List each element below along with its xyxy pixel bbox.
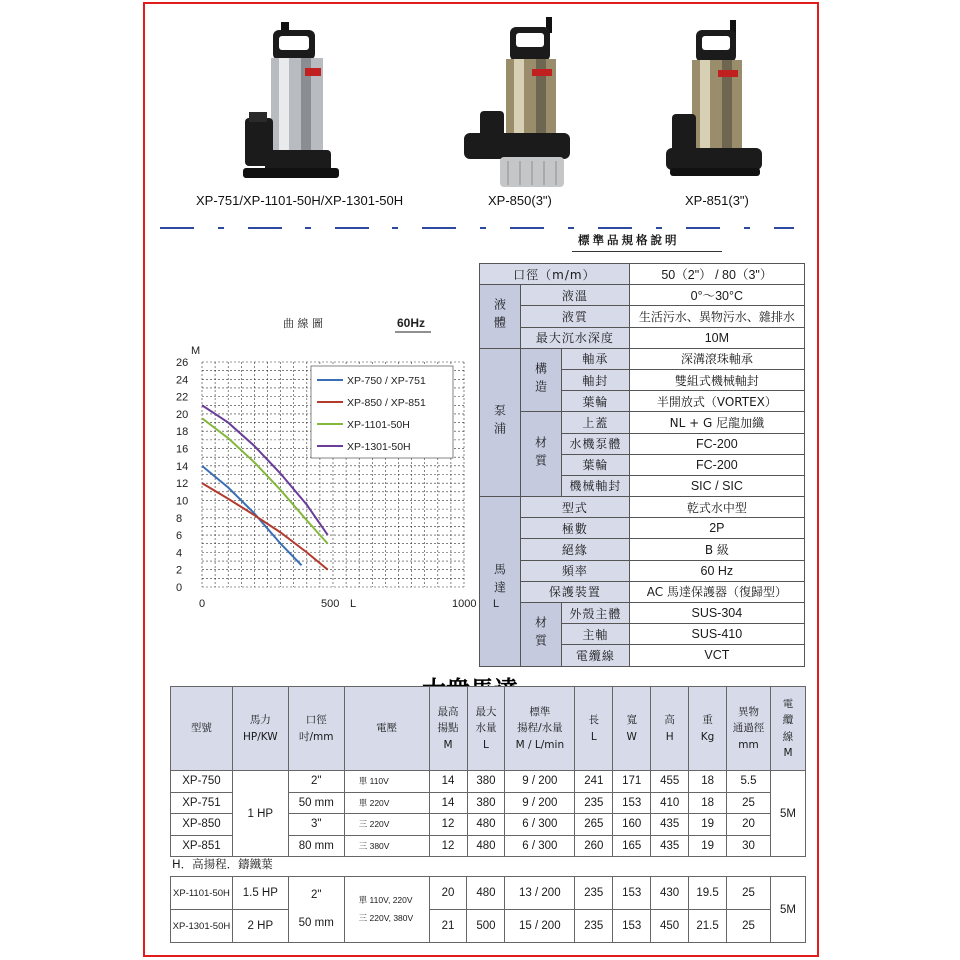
spec-group-structure: 構造 [521, 348, 562, 412]
spec-label: 軸承 [562, 348, 630, 369]
spec-group-liquid: 液體 [480, 285, 521, 349]
length-cell: 235 [575, 910, 613, 943]
spec-value: 乾式水中型 [629, 497, 804, 518]
chart-title: 曲 線 圖 [283, 317, 323, 330]
model-cell: XP-750 [171, 771, 233, 793]
separator-dash [422, 227, 456, 229]
bore-inch: 2" [310, 888, 322, 901]
max-head-cell: 14 [429, 792, 467, 814]
spec-value: NL + G 尼龍加纖 [629, 412, 804, 433]
passage-cell: 25 [727, 910, 771, 943]
column-header: 重 Kg [689, 687, 727, 771]
spec-value: 2P [629, 518, 804, 539]
max-flow-cell: 480 [467, 814, 505, 836]
chart-frequency: 60Hz [397, 316, 426, 330]
pump-caption-1: XP-751/XP-1101-50H/XP-1301-50H [196, 193, 404, 208]
column-header: 標準 揚程/水量 M / L/min [505, 687, 575, 771]
hp-cell: 1 HP [232, 771, 288, 857]
weight-cell: 18 [689, 792, 727, 814]
spec-label: 主軸 [562, 624, 630, 645]
length-cell: 235 [575, 877, 613, 910]
series-line-4 [202, 405, 328, 535]
model-cell: XP-1301-50H [171, 910, 233, 943]
x-axis-label: L [493, 598, 500, 610]
y-tick-label: 20 [176, 408, 189, 421]
spec-label: 軸封 [562, 369, 630, 390]
model-cell: XP-850 [171, 814, 233, 836]
length-cell: 265 [575, 814, 613, 836]
spec-label: 葉輪 [562, 391, 630, 412]
legend-label: XP-850 / XP-851 [347, 397, 426, 409]
width-cell: 160 [613, 814, 651, 836]
spec-value: FC-200 [629, 454, 804, 475]
y-tick-label: 24 [176, 374, 189, 387]
separator-dash [218, 227, 224, 229]
column-header: 口徑 吋/mm [288, 687, 344, 771]
max-flow-cell: 480 [467, 877, 505, 910]
y-axis-label: M [191, 345, 201, 357]
y-tick-label: 6 [176, 530, 183, 543]
spec-label: 最大沉水深度 [521, 327, 630, 348]
width-cell: 165 [613, 835, 651, 857]
spec-label: 液質 [521, 306, 630, 327]
y-tick-label: 22 [176, 391, 189, 404]
legend-label: XP-1101-50H [347, 419, 410, 431]
spec-value: AC 馬達保護器（復歸型） [629, 581, 804, 602]
y-tick-label: 0 [176, 582, 183, 594]
weight-cell: 18 [689, 771, 727, 793]
passage-cell: 25 [727, 792, 771, 814]
separator-dash [510, 227, 544, 229]
bore-cell [288, 877, 344, 943]
separator-dash [248, 227, 282, 229]
max-flow-cell: 480 [467, 835, 505, 857]
x-tick-label: 0 [199, 598, 206, 610]
std-cell: 6 / 300 [505, 814, 575, 836]
spec-value: 雙組式機械軸封 [629, 369, 804, 390]
passage-cell: 25 [727, 877, 771, 910]
y-tick-label: 4 [176, 547, 183, 560]
y-tick-label: 16 [176, 443, 189, 456]
column-header: 寬 W [613, 687, 651, 771]
high-head-table [170, 876, 806, 943]
separator-dash [598, 227, 632, 229]
spec-group-motor: 馬達 [480, 497, 521, 667]
hp-cell: 2 HP [232, 910, 288, 943]
spec-value: FC-200 [629, 433, 804, 454]
spec-label: 液溫 [521, 285, 630, 306]
spec-label: 極數 [521, 518, 630, 539]
spec-table [479, 263, 805, 667]
length-cell: 241 [575, 771, 613, 793]
length-cell: 260 [575, 835, 613, 857]
spec-label: 葉輪 [562, 454, 630, 475]
spec-value: 半開放式（VORTEX） [629, 391, 804, 412]
separator-dash [744, 227, 750, 229]
height-cell: 455 [651, 771, 689, 793]
x-tick-label: 1000 [452, 598, 477, 610]
max-flow-cell: 500 [467, 910, 505, 943]
max-head-cell: 12 [429, 814, 467, 836]
separator-dash [392, 227, 398, 229]
separator-dash [480, 227, 486, 229]
y-tick-label: 10 [176, 495, 189, 508]
column-header: 型號 [171, 687, 233, 771]
max-head-cell: 21 [429, 910, 467, 943]
width-cell: 153 [613, 877, 651, 910]
passage-cell: 30 [727, 835, 771, 857]
spec-label: 頻率 [521, 560, 630, 581]
model-cell: XP-1101-50H [171, 877, 233, 910]
spec-bore-value: 50（2"） / 80（3"） [629, 264, 804, 285]
spec-value: 深溝滾珠軸承 [629, 348, 804, 369]
x-axis-label: L [350, 598, 357, 610]
spec-value: SUS-304 [629, 603, 804, 624]
max-head-cell: 14 [429, 771, 467, 793]
column-header: 高 H [651, 687, 689, 771]
separator-dash [335, 227, 369, 229]
voltage-cell: 單 220V [344, 792, 429, 814]
spec-bore-label: 口徑（m/m） [480, 264, 630, 285]
spec-label: 機械軸封 [562, 475, 630, 496]
max-head-cell: 20 [429, 877, 467, 910]
hp-cell: 1.5 HP [232, 877, 288, 910]
width-cell: 153 [613, 792, 651, 814]
spec-label: 保護裝置 [521, 581, 630, 602]
spec-label: 水機泵體 [562, 433, 630, 454]
pump-caption-2: XP-850(3") [488, 193, 552, 208]
cable-cell: 5M [770, 877, 805, 943]
legend-label: XP-750 / XP-751 [347, 375, 426, 387]
y-tick-label: 12 [176, 478, 189, 491]
spec-value: SUS-410 [629, 624, 804, 645]
std-cell: 9 / 200 [505, 771, 575, 793]
separator-dash [160, 227, 194, 229]
separator-dash [686, 227, 720, 229]
y-tick-label: 26 [176, 357, 189, 369]
std-cell: 9 / 200 [505, 792, 575, 814]
weight-cell: 19 [689, 835, 727, 857]
max-flow-cell: 380 [467, 771, 505, 793]
weight-cell: 19.5 [689, 877, 727, 910]
bore-cell: 2" [288, 771, 344, 793]
std-cell: 13 / 200 [505, 877, 575, 910]
std-cell: 6 / 300 [505, 835, 575, 857]
voltage-single: 單 110V, 220V [358, 894, 413, 905]
height-cell: 435 [651, 814, 689, 836]
pump-xp850-image [460, 15, 580, 195]
spec-label: 絕緣 [521, 539, 630, 560]
model-cell: XP-751 [171, 792, 233, 814]
std-cell: 15 / 200 [505, 910, 575, 943]
spec-group-pump: 泵浦 [480, 348, 521, 496]
cable-cell: 5M [770, 771, 805, 857]
spec-value: 60 Hz [629, 560, 804, 581]
voltage-cell: 三 380V [344, 835, 429, 857]
weight-cell: 21.5 [689, 910, 727, 943]
spec-label: 外殼主體 [562, 603, 630, 624]
column-header: 異物 通過徑 mm [727, 687, 771, 771]
bore-mm: 50 mm [298, 916, 334, 929]
spec-value: 0°～30°C [629, 285, 804, 306]
y-tick-label: 2 [176, 564, 183, 577]
column-header: 最大 水量 L [467, 687, 505, 771]
spec-label: 型式 [521, 497, 630, 518]
spec-value: SIC / SIC [629, 475, 804, 496]
separator-dash [305, 227, 311, 229]
separator-dash [774, 227, 794, 229]
bore-cell: 80 mm [288, 835, 344, 857]
y-tick-label: 8 [176, 512, 183, 525]
height-cell: 435 [651, 835, 689, 857]
height-cell: 430 [651, 877, 689, 910]
high-head-note: H．高揚程．鑄鐵葉 [172, 857, 273, 871]
y-tick-label: 18 [176, 426, 189, 439]
bore-cell: 3" [288, 814, 344, 836]
spec-group-pump-material: 材質 [521, 412, 562, 497]
passage-cell: 5.5 [727, 771, 771, 793]
max-flow-cell: 380 [467, 792, 505, 814]
column-header: 最高 揚點 M [429, 687, 467, 771]
y-tick-label: 14 [176, 460, 189, 473]
pump-caption-3: XP-851(3") [685, 193, 749, 208]
spec-value: 10M [629, 327, 804, 348]
length-cell: 235 [575, 792, 613, 814]
column-header: 長 L [575, 687, 613, 771]
pump-xp851-image [660, 18, 770, 183]
model-table [170, 686, 806, 857]
separator-dash [568, 227, 574, 229]
spec-value: VCT [629, 645, 804, 666]
passage-cell: 20 [727, 814, 771, 836]
voltage-three: 三 220V, 380V [358, 912, 414, 923]
separator-dash [656, 227, 662, 229]
spec-title: 標準品規格說明 [578, 233, 680, 247]
voltage-cell: 單 110V [344, 771, 429, 793]
height-cell: 450 [651, 910, 689, 943]
pump-xp751-image [235, 18, 355, 188]
spec-label: 上蓋 [562, 412, 630, 433]
width-cell: 153 [613, 910, 651, 943]
width-cell: 171 [613, 771, 651, 793]
spec-label: 電纜線 [562, 645, 630, 666]
legend-label: XP-1301-50H [347, 441, 411, 453]
spec-group-motor-material: 材質 [521, 603, 562, 667]
spec-title-underline [572, 251, 722, 252]
column-header: 電壓 [344, 687, 429, 771]
height-cell: 410 [651, 792, 689, 814]
model-cell: XP-851 [171, 835, 233, 857]
spec-value: 生活污水、異物污水、雜排水 [629, 306, 804, 327]
x-tick-label: 500 [321, 598, 340, 610]
bore-cell: 50 mm [288, 792, 344, 814]
voltage-cell [344, 877, 429, 943]
weight-cell: 19 [689, 814, 727, 836]
voltage-cell: 三 220V [344, 814, 429, 836]
column-header: 電 纜 線 M [770, 687, 805, 771]
column-header: 馬力 HP/KW [232, 687, 288, 771]
spec-value: B 級 [629, 539, 804, 560]
max-head-cell: 12 [429, 835, 467, 857]
